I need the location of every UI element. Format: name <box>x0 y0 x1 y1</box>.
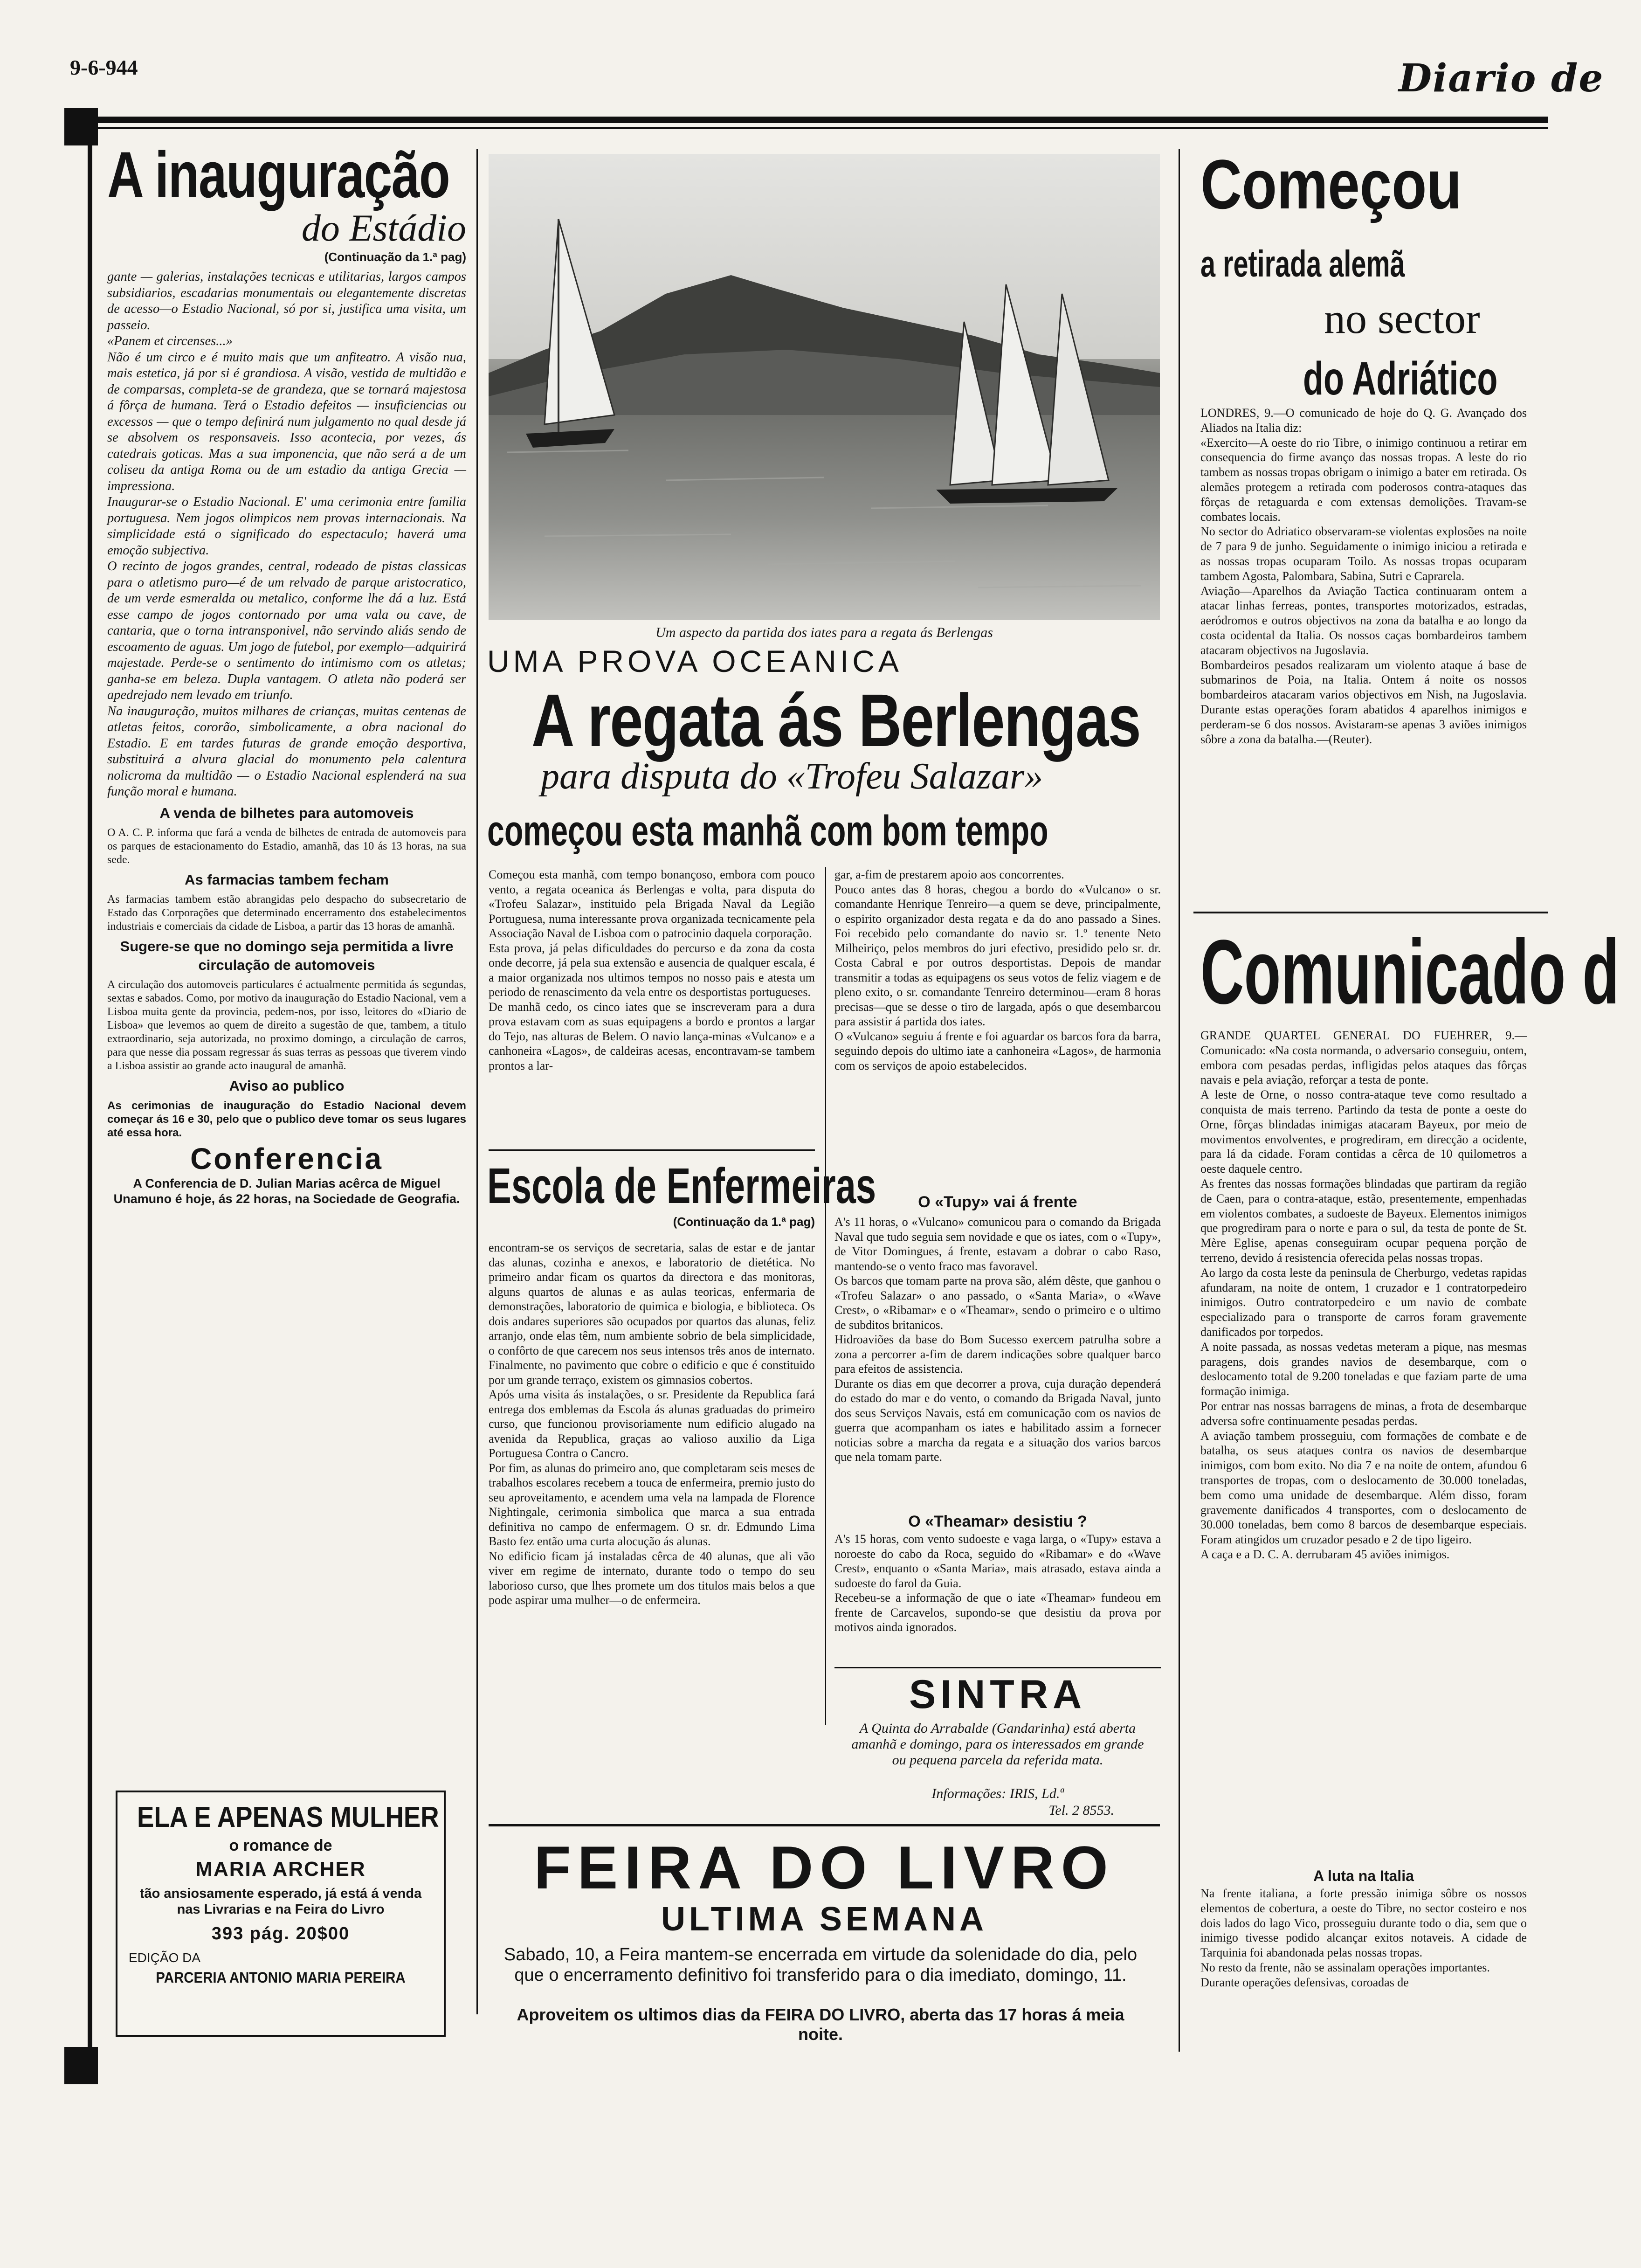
heading-conferencia: Conferencia <box>190 1141 383 1175</box>
ad-book-title: ELA E APENAS MULHER <box>137 1801 439 1833</box>
heading-italia: A luta na Italia <box>1313 1867 1414 1884</box>
text-tupy: A's 11 horas, o «Vulcano» comunicou para o comando da Brigada Naval que tudo seguia sem novidade e que os iates, com o «Tupy», de Vitor Domingues, á frente, estavam a dobrar o cabo Raso, mantendo-se o vento fraco mas favoravel. Os barcos que tomam parte na prova são, além dêste, que ganhou o «Trofeu Salazar» o ano passado, o «Santa Maria», o «Wave Crest», o «Ribamar» e o «Theamar», sendo o primeiro e o ultimo de subditos britanicos. Hidroaviões da base do Bom Sucesso exercem patrulha sobre a zona a percorrer a-fim de darem indicações sobre qualquer barco para efeitos de assistencia. Durante os dias em que decorrer a prova, cuja duração dependerá do estado do mar e do vento, o comando da Brigada Naval, junto dos seus Serviços Navais, está em comunicação com os navios de guerra que acompanham os iates e habilitado assim a fornecer noticias sobre a marcha da regata e a situação dos varios barcos que nela tomam parte. <box>834 1215 1161 1464</box>
heading-domingo: Sugere-se que no domingo seja permitida a livre circulação de automoveis <box>120 938 454 973</box>
ad-book <box>116 1791 446 2037</box>
right-rule-mid <box>1193 912 1548 913</box>
masthead: Diario de <box>1399 56 1604 101</box>
sintra-info: Informações: IRIS, Ld.ª <box>931 1786 1064 1801</box>
center-column-rule <box>825 867 826 1725</box>
column-rule-2 <box>1179 149 1180 2052</box>
sintra-title: SINTRA <box>909 1672 1087 1717</box>
ad-book-author: MARIA ARCHER <box>195 1858 366 1881</box>
text-italia: Na frente italiana, a forte pressão inimiga sôbre os nossos elementos de cobertura, a oeste do Tibre, no sector costeiro e nos dois lados do lago Vico, prosseguiu durante todo o dia, sem que o inimigo tivesse podido alcançar exitos notaveis. A cidade de Tarquinia foi abandonada pelas nossas tropas. No resto da frente, não se assinalam operações importantes. Durante operações defensivas, coroadas de <box>1200 1887 1527 1989</box>
article-body-estadio: gante — galerias, instalações tecnicas e utilitarias, largos campos subsidiarios, escadarias monumentais ou elegantemente discretas de acesso—o Estadio Nacional, só por si, justifica uma visita, um passeio. «Panem et circenses...» Não é um circo e é muito mais que um anfiteatro. A visão nua, mais estetica, já por si é grandiosa. A visão, vestida de multidão e de comparsas, completa-se de grandeza, que se tornará majestosa á fôrça de humana. Terá o Estadio defeitos — insuficiencias ou excessos — que o tempo definirá num julgamento no qual desde já se absolvem os responsaveis. Isso acontecia, por vezes, ás catedrais goticas. Mas a sua imponencia, que não será a de um coliseu da antiga Roma ou de um estadio da antiga Grecia — impressiona. Inaugurar-se o Estadio Nacional. E' uma cerimonia entre familia portuguesa. Nem jogos olimpicos nem provas internacionais. Na simplicidade está o significado do espectaculo; haverá uma emoção subjectiva. O recinto de jogos grandes, central, rodeado de pistas classicas para o atletismo puro—é de um relvado de parque aristocratico, de um verde esmeralda ou metalico, conforme lhe dá a luz. Está esse campo de jogos contornado por uma vala ou cave, de cantaria, que o torna intransponivel, não servindo aliás sendo de escoamento de aguas. Um jogo de futebol, por exemplo—adquirirá majestade. Perde-se o sentimento do intimismo com os atletas; ganha-se em beleza. Dupla vantagem. O atleta não poderá ser apedrejado nem levado em triunfo. Na inauguração, muitos milhares de crianças, muitas centenas de atletas feitos, cororão, simbolicamente, a obra nacional do Estadio. E em tardes futuras de grande emoção desportiva, substituirá a alvura glacial do monumento pela calentura nolicroma da multidão — o Estadio Nacional esplenderá na sua função moral e humana. <box>107 270 466 799</box>
column-rule-1 <box>476 149 478 2014</box>
continuation-note: (Continuação da 1.ª pag) <box>324 250 466 264</box>
text-bilhetes: O A. C. P. informa que fará a venda de bilhetes de entrada de automoveis para os parques de estacionamento do Estadio, amanhã, das 10 ás 13 horas, na sua sede. <box>107 826 466 866</box>
ad-book-publisher: PARCERIA ANTONIO MARIA PEREIRA <box>156 1969 406 1986</box>
photo-caption: Um aspecto da partida dos iates para a regata ás Berlengas <box>655 625 993 640</box>
regata-col-a: Começou esta manhã, com tempo bonançoso, embora com pouco vento, a regata oceanica ás Berlengas e volta, para disputa do «Trofeu Salazar», instituido pela Brigada Naval da Legião Portuguesa, numa interessante prova organizada tecnicamente pela Associação Naval de Lisboa com o patrocinio daquela corporação. Esta prova, já pelas dificuldades do percurso e da zona da costa onde decorre, já pela sua extensão e ausencia de qualquer escala, é a maior organizada nos ultimos tempos no nosso pais e atesta um periodo de renascimento da vela entre os desportistas portugueses. De manhã cedo, os cinco iates que se inscreveram para a dura prova estavam com as suas equipagens a bordo e prontos a largar do Tejo, nas alturas de Belem. O navio lança-minas «Vulcano» e a canhoneira «Lagos», de caldeiras acesas, encontravam-se tambem prontos a lar- <box>489 868 815 1072</box>
headline-regata: A regata ás Berlengas <box>531 678 1141 762</box>
right-title-comunicado: Comunicado d <box>1200 921 1620 1023</box>
sintra-body: A Quinta do Arrabalde (Gandarinha) está aberta amanhã e domingo, para os interessados em grande ou pequena parcela da referida mata. <box>851 1721 1144 1768</box>
sintra-tel: Tel. 2 8553. <box>1048 1803 1114 1818</box>
ad-book-edition-label: EDIÇÃO DA <box>129 1950 201 1965</box>
article-title-estadio: A inauguração <box>107 138 450 211</box>
subhead-trofeu: para disputa do «Trofeu Salazar» <box>541 756 1043 797</box>
kicker: UMA PROVA OCEANICA <box>487 644 903 678</box>
feira-subtitle: ULTIMA SEMANA <box>661 1901 987 1938</box>
right-body-comunicado-alemao: GRANDE QUARTEL GENERAL DO FUEHRER, 9.—Comunicado: «Na costa normanda, o adversario conseguiu, ontem, embora com pesadas perdas, infligidas pelos ataques das fôrças navais e pela aviação, reforçar a testa de ponte. A leste de Orne, o nosso contra-ataque teve como resultado a conquista de mais terreno. Partindo da testa de ponte a oeste do Orne, fôrças blindadas inimigas atacaram Bayeux, por meio de movimentos envolventes, e progrediram, em direcção a ocidente, para lá da cidade. Foram contidas a cêrca de 10 quilometros a oeste daquele centro. As frentes das nossas formações blindadas que partiram da região de Caen, para o contra-ataque, estão, presentemente, empenhadas em violentos combates, a sudoeste de Bayeux. Elementos inimigos que progrediram para o norte e para o sul, da testa de ponte de St. Mère Eglise, apenas conseguiram ocupar pequena porção de terreno, devido á resistencia oferecida pelas nossas tropas. Ao largo da costa leste da peninsula de Cherburgo, vedetas rapidas afundaram, na noite de ontem, 1 cruzador e 1 contratorpedeiro inimigos. Outro contratorpedeiro e um navio de combate especializado para o transporte de carros foram gravemente danificados por torpedos. A noite passada, as nossas vedetas meteram a pique, nas mesmas paragens, dois grandes navios de desembarque, com o deslocamento total de 9.200 toneladas e que faziam parte de uma formação inimiga. Por entrar nas nossas barragens de minas, a frota de desembarque adversa sofre continuamente pesadas perdas. A aviação tambem prosseguiu, com formações de combate e de batalha, os seus ataques contra os navios de desembarque inimigos, com bom exito. No dia 7 e na noite de ontem, afundou 6 transportes de tropas, com o deslocamento de 30.000 toneladas, bem como uma unidade de desembarque. Além disso, foram gravemente danificados 4 transportes, com o deslocamento de 30.000 toneladas, bem como 8 barcos de desembarque especiais. Foram atingidos um cruzador pesado e 2 de tipo ligeiro. A caça e a D. C. A. derrubaram 45 aviões inimigos. <box>1200 1029 1527 1561</box>
left-edge-rule <box>88 145 92 2048</box>
regata-col-b: gar, a-fim de prestarem apoio aos concorrentes. Pouco antes das 8 horas, chegou a bordo do «Vulcano» o sr. comandante Henrique Tenreiro—a quem se deve, principalmente, o espirito organizador desta regata e da do ano passado a Sines. Foi recebido pelo comandante do navio sr. 1.º tenente Neto Milheiriço, pelos membros do juri efectivo, presidido pelo sr. dr. Costa Cabral e por outros desportistas. Depois de mandar transmitir a todas as equipagens os seus votos de feliz viagem e de pleno exito, o sr. comandante Tenreiro determinou—eram 8 horas precisas—que se desse o tiro de largada, após o que desembarcou para assistir á partida dos iates. O «Vulcano» seguiu á frente e foi aguardar os barcos fora da barra, seguindo depois do ultimo iate a canhoneira «Lagos», de harmonia com os serviços de apoio estabelecidos. <box>834 868 1161 1072</box>
feira-body: Sabado, 10, a Feira mantem-se encerrada em virtude da solenidade do dia, pelo que o encerramento definitivo foi transferido para o dia imediato, domingo, 11. <box>503 1945 1138 1985</box>
right-title-adriatico: do Adriático <box>1303 353 1498 405</box>
heading-tupy: O «Tupy» vai á frente <box>918 1193 1077 1211</box>
text-conferencia: A Conferencia de D. Julian Marias acêrca de Miguel Unamuno é hoje, ás 22 horas, na Sociedade de Geografia. <box>113 1176 460 1206</box>
right-title-retirada: a retirada alemã <box>1200 243 1405 284</box>
ad-book-line1: o romance de <box>229 1837 332 1854</box>
right-title-comecou: Começou <box>1200 145 1462 223</box>
ad-book-price: 393 pág. 20$00 <box>211 1924 350 1943</box>
heading-aviso: Aviso ao publico <box>229 1077 345 1094</box>
left-column <box>107 140 466 1207</box>
header-rule-thick <box>70 117 1548 123</box>
right-body-comunicado-aliado: LONDRES, 9.—O comunicado de hoje do Q. G. Avançado dos Aliados na Italia diz: «Exercito—A oeste do rio Tibre, o inimigo continuou a retirar em consequencia do firme avanço das nossas tropas. A leste do rio tambem as nossas tropas obrigam o inimigo a bater em retirada. Os alemães protegem a retirada com poderosos contra-ataques das fôrças de retaguarda e com extensas demolições. Travam-se combates locais. No sector do Adriatico observaram-se violentas explosões na noite de 7 para 9 de junho. Seguidamente o inimigo iniciou a retirada e as nossas tropas ocuparam Toilo. As nossas tropas ocuparam tambem Agosta, Palombara, Sabina, Sutri e Caprarela. Aviação—Aparelhos da Aviação Tactica continuaram ontem a atacar linhas ferreas, pontes, transportes motorizados, estradas, aeródromos e outros objectivos na zona da batalha e ao longo da costa ocidental da Italia. Os nossos caças bombardeiros tambem atacaram objectivos na Jugoslavia. Bombardeiros pesados realizaram um violento ataque á base de submarinos de Poia, na Italia. Ontem á noite os nossos bombardeiros atacaram varios objectivos em Nish, na Jugoslavia. Durante estas operações foram abatidos 4 aparelhos inimigos e perderam-se 6 dos nossos. Avistaram-se apenas 3 aviões inimigos sôbre a zona da batalha.—(Reuter). <box>1200 406 1527 746</box>
feira-cta: Aproveitem os ultimos dias da FEIRA DO LIVRO, aberta das 17 horas á meia noite. <box>517 2005 1124 2044</box>
regatta-photo-illustration <box>489 154 1160 620</box>
page-date: 9-6-944 <box>70 55 138 79</box>
escola-body: encontram-se os serviços de secretaria, salas de estar e de jantar das alunas, cozinha e anexos, e laboratorio de dietética. No primeiro andar ficam os quartos da directora e das monitoras, alguns quartos de alunas e as aulas teoricas, enfermaria de demonstrações, laboratorio de quimica e biologia, e biblioteca. Os dois andares superiores são ocupados por quartos das alunas, feliz arranjo, onde elas têm, num ambiente sobrio de bela simplicidade, o confôrto de que carecem nos seus intensos três anos de internato. Finalmente, no pavimento que cobre o edificio e que é constituido por um grande terraço, existem os gimnasios cobertos. Após uma visita ás instalações, o sr. Presidente da Republica fará entrega dos emblemas da Escola ás alunas graduadas do primeiro curso, que funcionou provisoriamente num edificio alugado na avenida da Republica, graças ao valioso auxilio da Liga Portuguesa Contra o Cancro. Por fim, as alunas do primeiro ano, que completaram seis meses de trabalhos escolares recebem a touca de enfermeira, premio justo do seu aproveitamento, e acendem uma vela na lampada de Florence Nightingale, cerimonia simbolica que marca a sua entrada definitiva no campo de enfermagem. O sr. dr. Edmundo Lima Basto fez então uma curta alocução ás alunas. No edificio ficam já instaladas cêrca de 40 alunas, que ali vão viver em regime de internato, durante todo o tempo do seu laborioso curso, que lhes promete um dos titulos mais belos a que pode aspirar uma mulher—o de enfermeira. <box>489 1241 815 1607</box>
regatta-photo <box>489 154 1160 620</box>
header-rule-thin <box>70 127 1548 129</box>
subhead-bom-tempo: começou esta manhã com bom tempo <box>487 807 1048 855</box>
left-edge-block-top <box>64 108 98 145</box>
heading-bilhetes: A venda de bilhetes para automoveis <box>159 804 414 821</box>
text-aviso: As cerimonias de inauguração do Estadio Nacional devem começar ás 16 e 30, pelo que o publico deve tomar os seus lugares até essa hora. <box>107 1099 466 1139</box>
heading-theamar: O «Theamar» desistiu ? <box>908 1513 1087 1530</box>
ad-book-line2: tão ansiosamente esperado, já está á venda nas Livrarias e na Feira do Livro <box>139 1886 422 1917</box>
escola-continuation: (Continuação da 1.ª pag) <box>673 1215 815 1229</box>
sintra-rule-top <box>834 1667 1161 1668</box>
heading-farmacias: As farmacias tambem fecham <box>185 871 389 888</box>
escola-title: Escola de Enfermeiras <box>487 1157 876 1214</box>
text-theamar: A's 15 horas, com vento sudoeste e vaga larga, o «Tupy» estava a noroeste do cabo da Roca, seguido do «Ribamar» e do «Wave Crest», enquanto o «Santa Maria», mais atrasado, estava ainda a sudoeste do farol da Guia. Recebeu-se a informação de que o iate «Theamar» fundeou em frente de Carcavelos, supondo-se que desistiu da prova por motivos ainda ignorados. <box>834 1532 1161 1634</box>
feira-title: FEIRA DO LIVRO <box>534 1833 1115 1902</box>
right-title-sector: no sector <box>1324 295 1480 342</box>
text-farmacias: As farmacias tambem estão abrangidas pelo despacho do subsecretario de Estado das Corporações que determinado encerramento dos estabelecimentos industriais e comerciais da cidade de Lisboa, a partir das 13 horas de amanhã. <box>107 893 466 933</box>
feira-rule-top <box>489 1824 1160 1826</box>
text-domingo: A circulação dos automoveis particulares é actualmente permitida ás segundas, sextas e sabados. Como, por motivo da inauguração do Estadio Nacional, vem a Lisboa muita gente da provincia, pedem-nos, por isso, leitores do «Diario de Lisboa» que levemos ao quem de direito a sugestão de que, tambem, a titulo extraordinario, seja autorizada, no proximo domingo, a circulação de carros, para que nesse dia possam regressar ás suas terras as pessoas que tiverem vindo a Lisboa assistir ao grande acto inaugural de amanhã. <box>107 978 466 1072</box>
article-subtitle-estadio: do Estádio <box>301 207 466 249</box>
left-edge-block-bottom <box>64 2047 98 2084</box>
escola-rule-top <box>489 1149 815 1151</box>
